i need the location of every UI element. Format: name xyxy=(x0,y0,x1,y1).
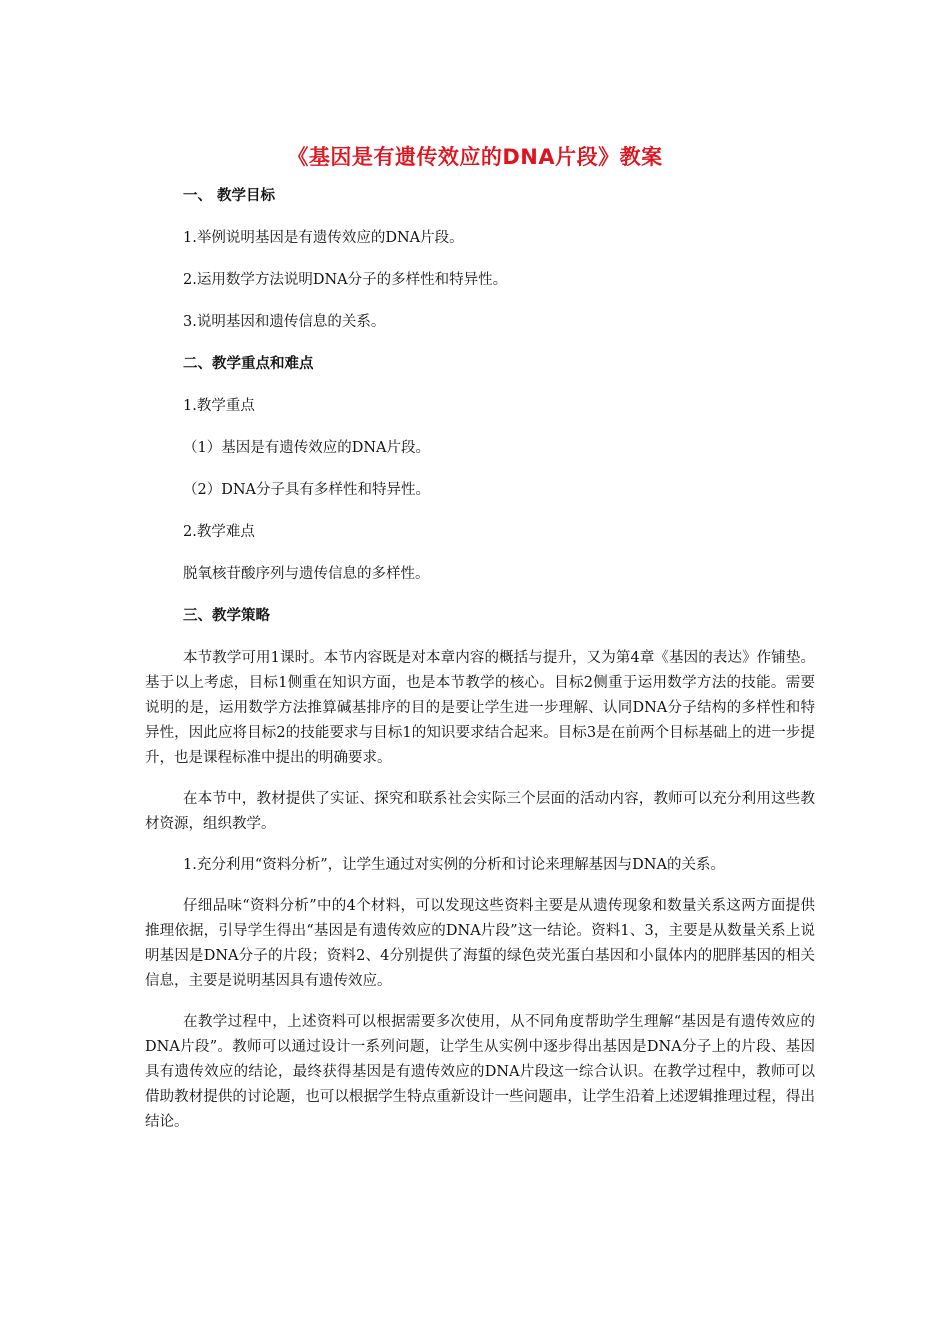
strategy-paragraph: 在教学过程中，上述资料可以根据需要多次使用，从不同角度帮助学生理解“基因是有遗传效应的DNA片段”。教师可以通过设计一系列问题，让学生从实例中逐步得出基因是DNA分子上的片段、基因具有遗传效应的结论，最终获得基因是有遗传效应的DNA片段这一综合认识。在教学过程中，教师可以借助教材提供的讨论题，也可以根据学生特点重新设计一些问题串，让学生沿着上述逻辑推理过程，得出结论。 xyxy=(145,1014,815,1130)
key-point-item: （2）DNA分子具有多样性和特异性。 xyxy=(183,482,431,498)
strategy-paragraph: 1.充分利用“资料分析”，让学生通过对实例的分析和讨论来理解基因与DNA的关系。 xyxy=(183,857,725,873)
strategy-paragraph: 本节教学可用1课时。本节内容既是对本章内容的概括与提升，又为第4章《基因的表达》作铺垫。基于以上考虑，目标1侧重在知识方面，也是本节教学的核心。目标2侧重于运用数学方法的技能。需要说明的是，运用数学方法推算碱基排序的目的是要让学生进一步理解、认同DNA分子结构的多样性和特异性，因此应将目标2的技能要求与目标1的知识要求结合起来。目标3是在前两个目标基础上的进一步提升，也是课程标准中提出的明确要求。 xyxy=(145,650,815,766)
objective-item: 3.说明基因和遗传信息的关系。 xyxy=(183,314,386,330)
key-point-item: 1.教学重点 xyxy=(183,398,255,414)
strategy-paragraph: 仔细品味“资料分析”中的4个材料，可以发现这些资料主要是从遗传现象和数量关系这两方面提供推理依据，引导学生得出“基因是有遗传效应的DNA片段”这一结论。资料1、3，主要是从数量关系上说明基因是DNA分子的片段；资料2、4分别提供了海蜇的绿色荧光蛋白基因和小鼠体内的肥胖基因的相关信息，主要是说明基因具有遗传效应。 xyxy=(145,898,815,989)
objective-item: 2.运用数学方法说明DNA分子的多样性和特异性。 xyxy=(183,272,508,288)
document-title: 《基因是有遗传效应的DNA片段》教案 xyxy=(287,145,663,169)
strategy-paragraph: 在本节中，教材提供了实证、探究和联系社会实际三个层面的活动内容，教师可以充分利用这些教材资源，组织教学。 xyxy=(145,791,815,832)
section-heading-objectives: 一、 教学目标 xyxy=(183,188,276,204)
section-heading-key-points: 二、教学重点和难点 xyxy=(183,356,314,372)
objective-item: 1.举例说明基因是有遗传效应的DNA片段。 xyxy=(183,230,464,246)
key-point-item: （1）基因是有遗传效应的DNA片段。 xyxy=(183,440,431,456)
key-point-item: 2.教学难点 xyxy=(183,524,255,540)
section-heading-strategy: 三、教学策略 xyxy=(183,608,270,624)
key-point-item: 脱氧核苷酸序列与遗传信息的多样性。 xyxy=(183,566,430,582)
document-body xyxy=(145,184,815,1151)
